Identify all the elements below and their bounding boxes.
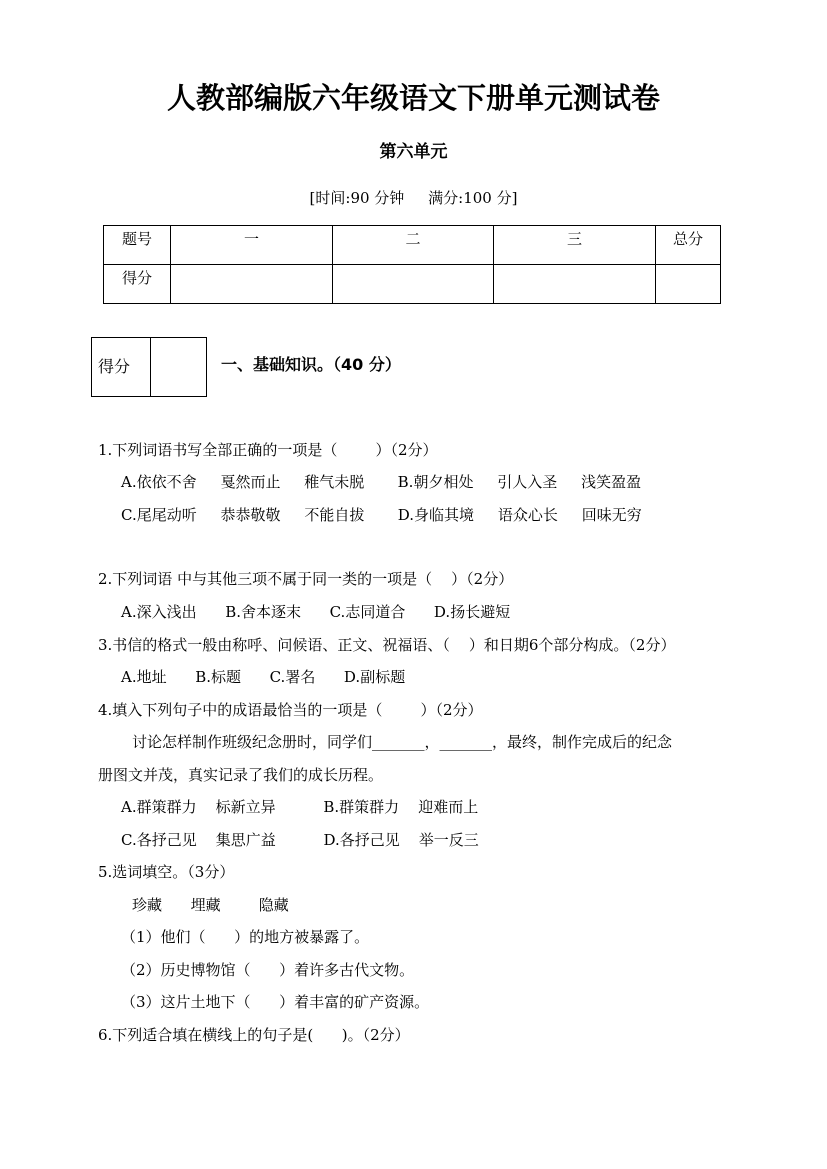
question-5-word-bank: 珍藏 埋藏 隐藏: [132, 896, 289, 914]
unit-subtitle: 第六单元: [379, 142, 448, 162]
score-cell: 得分: [104, 265, 171, 304]
question-5-sentence: （2）历史博物馆（ ）着许多古代文物。: [121, 961, 415, 979]
question-2-options: A.深入浅出 B.舍本逐末 C.志同道合 D.扬长避短: [121, 603, 511, 621]
section-score-box: [91, 337, 207, 397]
question-6-stem: 6.下列适合填在横线上的句子是( )。（2分）: [98, 1026, 410, 1044]
question-4-passage: 讨论怎样制作班级纪念册时，同学们_______，_______，最终，制作完成后的纪念: [132, 733, 673, 751]
time-score-info: [时间:90 分钟 满分:100 分]: [309, 189, 518, 207]
score-cell: [171, 265, 333, 304]
question-1-options: A.依依不舍 戛然而止 稚气未脱 B.朝夕相处 引人入圣 浅笑盈盈: [121, 473, 642, 491]
score-cell: [656, 265, 721, 304]
question-4-options: A.群策群力 标新立异 B.群策群力 迎难而上: [121, 798, 479, 816]
question-5-stem: 5.选词填空。（3分）: [98, 863, 235, 881]
question-1-stem: 1.下列词语书写全部正确的一项是（ ）（2分）: [98, 441, 438, 459]
score-cell: 二: [333, 226, 494, 265]
score-cell: 一: [171, 226, 333, 265]
score-table-header-row: [104, 226, 721, 265]
score-table-score-row: [104, 265, 721, 304]
score-cell: 总分: [656, 226, 721, 265]
question-5-sentence: （3）这片土地下（ ）着丰富的矿产资源。: [121, 993, 430, 1011]
score-cell: [494, 265, 656, 304]
question-4-options: C.各抒己见 集思广益 D.各抒己见 举一反三: [121, 831, 479, 849]
score-cell: 题号: [104, 226, 171, 265]
question-1-options: C.尾尾动听 恭恭敬敬 不能自拔 D.身临其境 语众心长 回味无穷: [121, 506, 642, 524]
question-3-stem: 3.书信的格式一般由称呼、问候语、正文、祝福语、（ ）和日期6个部分构成。（2分）: [98, 636, 676, 654]
question-3-options: A.地址 B.标题 C.署名 D.副标题: [121, 668, 406, 686]
question-4-passage: 册图文并茂，真实记录了我们的成长历程。: [98, 766, 384, 784]
score-table: [103, 225, 721, 304]
score-cell: [333, 265, 494, 304]
page-title: 人教部编版六年级语文下册单元测试卷: [166, 81, 660, 115]
question-5-sentence: （1）他们（ ）的地方被暴露了。: [121, 928, 370, 946]
question-2-stem: 2.下列词语 中与其他三项不属于同一类的一项是（ ）（2分）: [98, 570, 514, 588]
section-title: 一、基础知识。（40 分）: [221, 355, 401, 374]
score-cell: 三: [494, 226, 656, 265]
section-score-label: 得分: [98, 357, 131, 376]
question-4-stem: 4.填入下列句子中的成语最恰当的一项是（ ）（2分）: [98, 701, 483, 719]
score-box-divider: [150, 338, 151, 396]
